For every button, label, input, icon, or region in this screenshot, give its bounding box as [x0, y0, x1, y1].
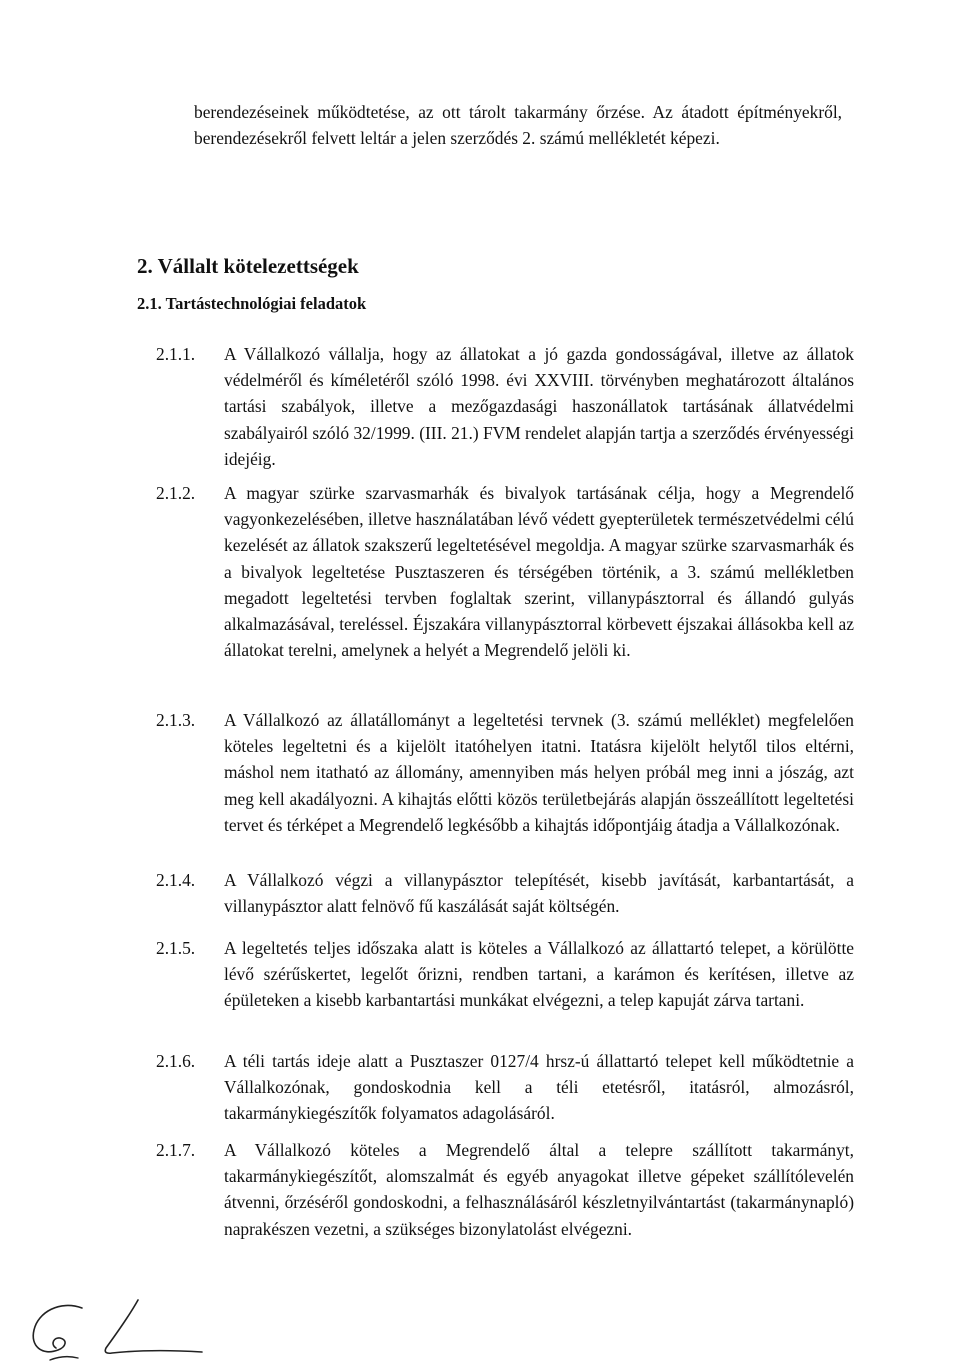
- clause-text: A legeltetés teljes időszaka alatt is köteles a Vállalkozó az állattartó telepet, a körülötte lévő szérűskertet, legelőt őrizni, rendben tartani, a karámon és kerítésen, illetve az épületeken a kisebb karbantartási munkákat elvégezni, a telep kapuját zárva tartani.: [224, 938, 854, 1011]
- clause-number: 2.1.2.: [156, 483, 196, 503]
- section-heading: [137, 254, 359, 279]
- clause-text: A Vállalkozó köteles a Megrendelő által a telepre szállított takarmányt, takarmánykiegészítőt, alomszalmát és egyéb anyagokat illetve gépeket szállítólevelén átvenni, őrzéséről gondoskodni, a felhasználásáról készletnyilvántartást (takarmánynapló) naprakészen vezetni, a szükséges bizonylatolást elvégezni.: [224, 1140, 854, 1239]
- section-number: 2.: [137, 254, 153, 278]
- clause-text: A Vállalkozó végzi a villanypásztor telepítését, kisebb javítását, karbantartását, a villanypásztor alatt felnövő fű kaszálását saját költségén.: [224, 870, 854, 917]
- clause-text: A Vállalkozó az állatállományt a legeltetési tervnek (3. számú melléklet) megfelelően köteles legeltetni és a kijelölt itatóhelyen itatni. Itatásra kijelölt helytől tilos eltérni, máshol nem itatható az állomány, amennyiben más helyen próbál meg inni a jószág, azt meg kell akadályozni. A kihajtás előtti közös területbejárás alapján összeállított legeltetési tervet és térképet a Megrendelő legkésőbb a kihajtás időpontjáig átadja a Vállalkozónak.: [224, 710, 854, 835]
- handwritten-initials-signature: [20, 1290, 220, 1370]
- clause-number: 2.1.1.: [156, 344, 196, 364]
- subsection-heading: [137, 294, 366, 314]
- clause-text: A magyar szürke szarvasmarhák és bivalyok tartásának célja, hogy a Megrendelő vagyonkezelésében, illetve használatában lévő védett gyepterületek természetvédelmi célú kezelését az állatok szakszerű legeltetésével megoldja. A magyar szürke szarvasmarhák és a bivalyok legeltetése Pusztaszeren és térségében történik, a 3. számú mellékletben megadott legeltetési tervben foglaltak szerint, villanypásztorral és állandó gulyás alkalmazásával, tereléssel. Éjszakára villanypásztorral körbevett éjszakai állásokba kell az állatokat terelni, amelynek a helyét a Megrendelő jelöli ki.: [224, 483, 854, 661]
- subsection-title: Tartástechnológiai feladatok: [165, 294, 367, 313]
- subsection-number: 2.1.: [137, 294, 162, 313]
- clause-text: A téli tartás ideje alatt a Pusztaszer 0127/4 hrsz-ú állattartó telepet kell működtetnie a Vállalkozónak, gondoskodnia kell a téli etetésről, itatásról, almozásról, takarmánykiegészítők folyamatos adagolásáról.: [224, 1051, 854, 1124]
- clause-number: 2.1.3.: [156, 710, 196, 730]
- clause-text: A Vállalkozó vállalja, hogy az állatokat a jó gazda gondosságával, illetve az állatok védelméről és kíméletéről szóló 1998. évi XXVIII. törvényben meghatározott általános tartási szabályok, illetve a mezőgazdasági haszonállatok tartásának állatvédelmi szabályairól szóló 32/1999. (III. 21.) FVM rendelet alapján tartja a szerződés érvényességi idejéig.: [224, 344, 854, 469]
- clause-number: 2.1.4.: [156, 870, 196, 890]
- section-title: Vállalt kötelezettségek: [157, 254, 359, 278]
- clause-number: 2.1.5.: [156, 938, 196, 958]
- clause-number: 2.1.7.: [156, 1140, 196, 1160]
- clause-number: 2.1.6.: [156, 1051, 196, 1071]
- intro-paragraph: berendezéseinek működtetése, az ott tárolt takarmány őrzése. Az átadott építményekről, berendezésekről felvett leltár a jelen szerződés 2. számú mellékletét képezi.: [194, 102, 842, 149]
